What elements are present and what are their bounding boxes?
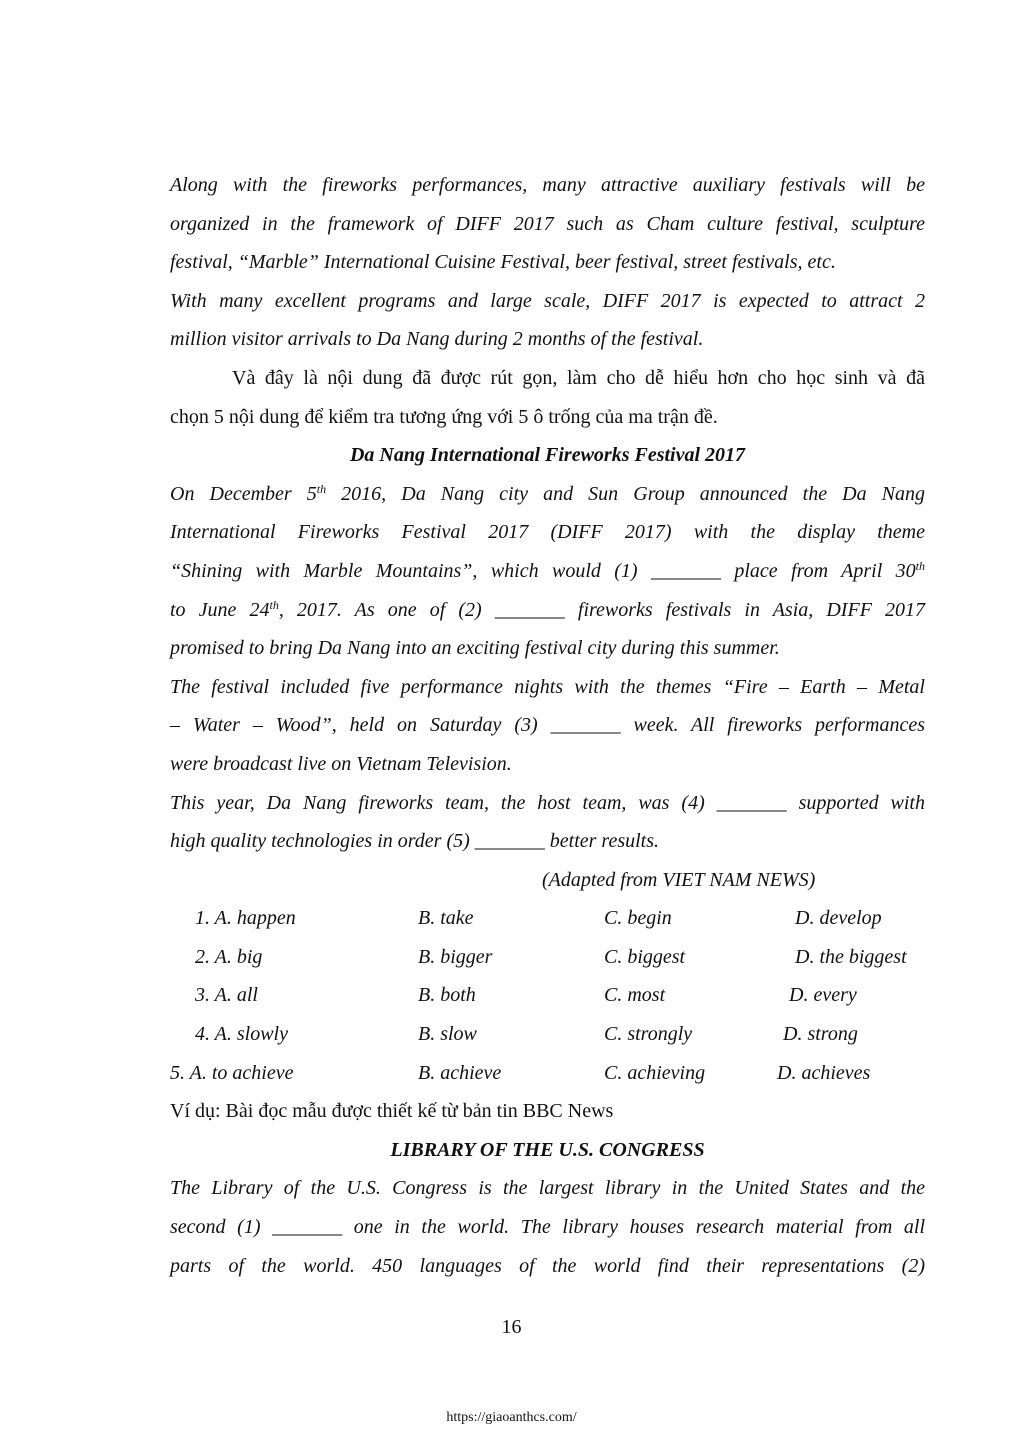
- source-citation: (Adapted from VIET NAM NEWS): [542, 868, 816, 891]
- intro-line: With many excellent programs and large scale, DIFF 2017 is expected to attract 2: [170, 289, 925, 312]
- option-row: [170, 1015, 925, 1054]
- option-c: C. most: [604, 984, 666, 1007]
- option-c: C. biggest: [604, 945, 686, 968]
- option-row: [170, 1054, 925, 1093]
- option-c: C. strongly: [604, 1023, 693, 1046]
- intro-line: festival, “Marble” International Cuisine Festival, beer festival, street festivals, etc.: [170, 251, 836, 274]
- passage-line: high quality technologies in order (5) _______ better results.: [170, 830, 660, 853]
- option-d: D. achieves: [777, 1061, 871, 1084]
- passage-line: second (1) _______ one in the world. The library houses research material from all: [170, 1216, 925, 1239]
- passage-line: – Water – Wood”, held on Saturday (3) _______ week. All fireworks performances: [170, 714, 925, 737]
- document-body: [170, 166, 925, 1285]
- option-a: 1. A. happen: [195, 907, 296, 930]
- option-a: 5. A. to achieve: [170, 1061, 294, 1084]
- option-row: [170, 899, 925, 938]
- option-row: [170, 938, 925, 977]
- option-d: D. develop: [795, 907, 882, 930]
- passage-title: Da Nang International Fireworks Festival 2017: [349, 444, 746, 467]
- intro-line: million visitor arrivals to Da Nang during 2 months of the festival.: [170, 328, 704, 351]
- option-b: B. take: [418, 907, 474, 930]
- option-a: 2. A. big: [195, 945, 263, 968]
- passage-line: On December 5th 2016, Da Nang city and Sun Group announced the Da Nang: [170, 481, 925, 505]
- option-a: 4. A. slowly: [195, 1023, 288, 1046]
- option-b: B. achieve: [418, 1061, 502, 1084]
- footer-url[interactable]: https://giaoanthcs.com/: [446, 1410, 577, 1425]
- option-d: D. strong: [783, 1023, 858, 1046]
- example-line: Ví dụ: Bài đọc mẫu được thiết kế từ bản tin BBC News: [170, 1100, 614, 1123]
- note-line: Và đây là nội dung đã được rút gọn, làm cho dễ hiểu hơn cho học sinh và đã: [232, 366, 925, 389]
- passage-line: International Fireworks Festival 2017 (DIFF 2017) with the display theme: [170, 521, 925, 544]
- passage-line: “Shining with Marble Mountains”, which would (1) _______ place from April 30th: [170, 558, 925, 582]
- intro-line: Along with the fireworks performances, many attractive auxiliary festivals will be: [170, 174, 925, 196]
- option-b: B. bigger: [418, 945, 493, 968]
- passage-line: This year, Da Nang fireworks team, the host team, was (4) _______ supported with: [170, 791, 925, 814]
- option-d: D. every: [789, 984, 857, 1007]
- passage-line: promised to bring Da Nang into an exciting festival city during this summer.: [170, 637, 780, 660]
- option-a: 3. A. all: [195, 984, 258, 1007]
- option-b: B. both: [418, 984, 476, 1007]
- passage-title: LIBRARY OF THE U.S. CONGRESS: [390, 1138, 705, 1161]
- passage-line: The festival included five performance nights with the themes “Fire – Earth – Metal: [170, 675, 925, 698]
- page-number: 16: [501, 1316, 522, 1338]
- option-d: D. the biggest: [795, 945, 907, 968]
- note-line: chọn 5 nội dung để kiểm tra tương ứng với 5 ô trống của ma trận đề.: [170, 405, 718, 428]
- passage-line: parts of the world. 450 languages of the world find their representations (2): [170, 1254, 925, 1277]
- option-b: B. slow: [418, 1023, 477, 1046]
- passage-line: to June 24th, 2017. As one of (2) _______ fireworks festivals in Asia, DIFF 2017: [170, 597, 925, 621]
- intro-line: organized in the framework of DIFF 2017 such as Cham culture festival, sculpture: [170, 212, 925, 235]
- option-row: [170, 976, 925, 1015]
- option-c: C. achieving: [604, 1061, 706, 1084]
- passage-line: were broadcast live on Vietnam Television.: [170, 752, 512, 775]
- option-c: C. begin: [604, 907, 672, 930]
- passage-line: The Library of the U.S. Congress is the largest library in the United States and the: [170, 1177, 925, 1200]
